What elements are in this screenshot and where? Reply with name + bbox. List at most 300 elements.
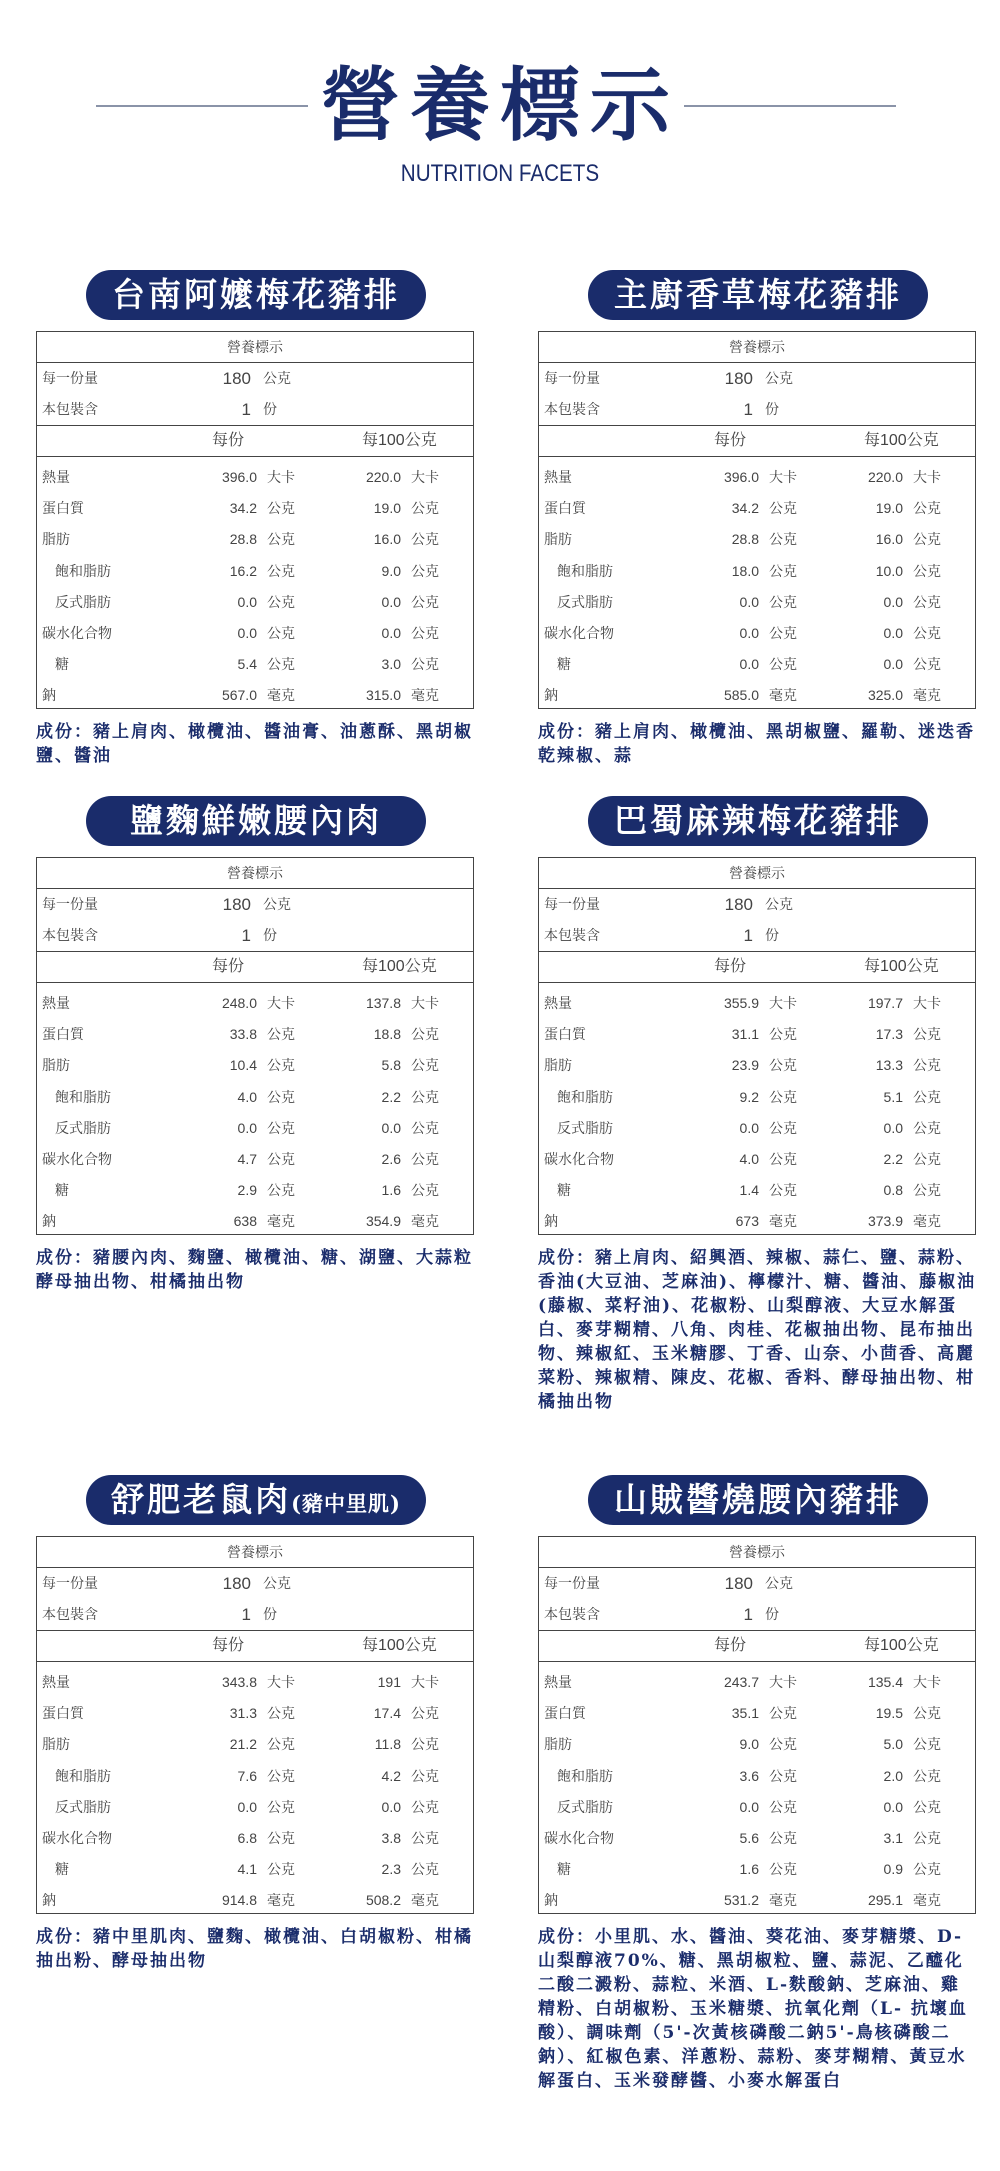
per-100g-value: 0.9 <box>883 1861 903 1878</box>
per-100g-value: 220.0 <box>867 469 903 485</box>
nutrient-row <box>539 1854 975 1885</box>
nutrient-row <box>37 1144 473 1175</box>
nutrient-row <box>539 1885 975 1916</box>
per-serving-unit: 公克 <box>267 562 295 579</box>
per-100g-unit: 公克 <box>411 1057 439 1074</box>
per-serving-value: 1.4 <box>739 1182 759 1199</box>
per-serving-unit: 毫克 <box>769 1213 797 1230</box>
nutrient-name: 糖 <box>55 1861 69 1878</box>
per-serving-unit: 公克 <box>769 1736 797 1753</box>
nutrition-table <box>36 331 474 709</box>
per-100g-unit: 公克 <box>411 624 439 641</box>
nutrient-name: 蛋白質 <box>42 1026 84 1043</box>
nutrient-name: 蛋白質 <box>544 1705 586 1722</box>
per-100g-header: 每100公克 <box>362 958 437 975</box>
serving-size-unit: 公克 <box>263 896 291 912</box>
per-serving-unit: 毫克 <box>267 1892 295 1909</box>
serving-size-row <box>539 1568 975 1599</box>
per-100g-unit: 公克 <box>411 1861 439 1878</box>
nutrient-name: 鈉 <box>42 687 56 704</box>
nutrient-name: 蛋白質 <box>42 1705 84 1722</box>
per-100g-unit: 公克 <box>411 531 439 548</box>
nutrient-rows <box>539 457 975 711</box>
per-serving-header: 每份 <box>212 432 245 449</box>
per-100g-unit: 公克 <box>411 1119 439 1136</box>
servings-label: 本包裝含 <box>42 401 98 417</box>
per-100g-unit: 公克 <box>913 1861 941 1878</box>
per-serving-unit: 大卡 <box>769 469 797 485</box>
nutrient-row <box>539 1144 975 1175</box>
nutrient-row <box>37 587 473 618</box>
serving-size-value: 180 <box>724 895 753 914</box>
nutrient-name: 糖 <box>557 656 571 673</box>
per-serving-value: 34.2 <box>731 500 759 517</box>
nutrient-rows <box>539 983 975 1237</box>
per-serving-unit: 公克 <box>769 593 797 610</box>
nutrient-row <box>539 988 975 1019</box>
servings-label: 本包裝含 <box>42 927 98 943</box>
nutrient-row <box>37 524 473 555</box>
nutrient-row <box>37 493 473 524</box>
per-100g-unit: 公克 <box>411 656 439 673</box>
nutrient-name: 脂肪 <box>42 531 70 548</box>
nutrient-row <box>539 680 975 711</box>
per-100g-unit: 公克 <box>411 1705 439 1722</box>
servings-value: 1 <box>743 400 753 419</box>
per-100g-unit: 大卡 <box>913 995 941 1011</box>
per-100g-unit: 公克 <box>913 1026 941 1043</box>
serving-size-label: 每一份量 <box>42 896 98 912</box>
serving-size-label: 每一份量 <box>544 1575 600 1591</box>
product-name: 台南阿嬤梅花豬排 <box>112 275 400 314</box>
per-100g-header: 每100公克 <box>362 432 437 449</box>
per-serving-unit: 公克 <box>769 1861 797 1878</box>
nutrition-table-title: 營養標示 <box>539 332 975 363</box>
per-serving-header: 每份 <box>212 958 245 975</box>
nutrient-row <box>37 1113 473 1144</box>
servings-row <box>539 920 975 951</box>
per-100g-value: 10.0 <box>875 562 903 579</box>
per-serving-unit: 公克 <box>769 1182 797 1199</box>
per-serving-unit: 公克 <box>769 1150 797 1167</box>
per-100g-value: 18.8 <box>373 1026 401 1043</box>
servings-label: 本包裝含 <box>544 401 600 417</box>
per-serving-value: 28.8 <box>731 531 759 548</box>
servings-row <box>539 1599 975 1630</box>
per-serving-value: 0.0 <box>739 593 759 610</box>
nutrient-name: 飽和脂肪 <box>55 562 111 579</box>
per-serving-unit: 公克 <box>769 1705 797 1722</box>
per-serving-value: 567.0 <box>221 687 257 704</box>
column-header-row <box>539 951 975 983</box>
per-100g-unit: 公克 <box>411 562 439 579</box>
servings-row <box>37 394 473 425</box>
per-100g-unit: 大卡 <box>913 1674 941 1690</box>
ingredients-text: 成份：豬上肩肉、紹興酒、辣椒、蒜仁、鹽、蒜粉、香油(大豆油、芝麻油)、檸檬汁、糖、醬油、藤椒油(藤椒、菜籽油)、花椒粉、山梨醇液、大豆水解蛋白、麥芽糊精、八角、肉桂、花椒抽出物、昆布抽出物、辣椒紅、玉米糖膠、丁香、山奈、小茴香、高麗菜粉、辣椒精、陳皮、花椒、香料、酵母抽出物、柑橘抽出物 <box>538 1248 977 1412</box>
per-serving-value: 28.8 <box>229 531 257 548</box>
serving-size-unit: 公克 <box>765 896 793 912</box>
nutrient-row <box>37 1823 473 1854</box>
nutrient-name: 熱量 <box>42 469 70 485</box>
serving-size-value: 180 <box>222 369 251 388</box>
per-serving-unit: 大卡 <box>267 469 295 485</box>
nutrient-name: 反式脂肪 <box>557 1798 613 1815</box>
per-serving-unit: 公克 <box>267 1861 295 1878</box>
nutrient-name: 熱量 <box>544 995 572 1011</box>
per-serving-value: 4.0 <box>739 1150 759 1167</box>
per-serving-value: 0.0 <box>739 656 759 673</box>
per-100g-value: 17.4 <box>373 1705 401 1722</box>
nutrient-name: 熱量 <box>42 1674 70 1690</box>
ingredients-text: 成份：豬上肩肉、橄欖油、黑胡椒鹽、羅勒、迷迭香乾辣椒、蒜 <box>538 722 975 766</box>
nutrient-name: 糖 <box>55 656 69 673</box>
per-serving-value: 35.1 <box>731 1705 759 1722</box>
per-serving-unit: 公克 <box>267 1182 295 1199</box>
nutrient-name: 碳水化合物 <box>42 1829 112 1846</box>
header-divider-right <box>684 105 896 107</box>
servings-row <box>539 394 975 425</box>
per-serving-unit: 毫克 <box>267 1213 295 1230</box>
nutrient-row <box>539 493 975 524</box>
per-100g-value: 2.2 <box>883 1150 903 1167</box>
per-serving-value: 23.9 <box>731 1057 759 1074</box>
per-100g-value: 354.9 <box>365 1213 401 1230</box>
per-serving-unit: 公克 <box>267 1705 295 1722</box>
nutrient-row <box>539 618 975 649</box>
per-serving-unit: 公克 <box>267 1088 295 1105</box>
per-serving-value: 21.2 <box>229 1736 257 1753</box>
per-100g-unit: 公克 <box>411 1088 439 1105</box>
nutrient-name: 飽和脂肪 <box>55 1767 111 1784</box>
per-100g-unit: 公克 <box>913 1182 941 1199</box>
per-serving-unit: 公克 <box>769 656 797 673</box>
column-header-row <box>37 951 473 983</box>
nutrient-name: 脂肪 <box>42 1736 70 1753</box>
per-serving-value: 5.4 <box>237 656 257 673</box>
per-100g-unit: 公克 <box>913 656 941 673</box>
serving-size-row <box>37 1568 473 1599</box>
nutrient-row <box>539 1823 975 1854</box>
servings-label: 本包裝含 <box>544 927 600 943</box>
page-subtitle: NUTRITION FACETS <box>400 160 600 187</box>
per-serving-value: 396.0 <box>723 469 759 485</box>
servings-label: 本包裝含 <box>544 1606 600 1622</box>
per-100g-value: 0.0 <box>381 624 401 641</box>
per-100g-value: 0.0 <box>381 593 401 610</box>
nutrition-table-title: 營養標示 <box>539 1537 975 1568</box>
nutrient-row <box>539 1050 975 1081</box>
per-100g-unit: 公克 <box>411 593 439 610</box>
per-serving-unit: 公克 <box>769 562 797 579</box>
nutrient-row <box>539 649 975 680</box>
servings-unit: 份 <box>263 927 277 943</box>
per-100g-unit: 公克 <box>913 624 941 641</box>
servings-value: 1 <box>241 1605 251 1624</box>
per-serving-unit: 公克 <box>267 1829 295 1846</box>
column-header-row <box>539 1630 975 1662</box>
servings-unit: 份 <box>765 1606 779 1622</box>
nutrient-row <box>539 1019 975 1050</box>
per-100g-unit: 公克 <box>411 500 439 517</box>
nutrient-row <box>539 1667 975 1698</box>
per-100g-value: 2.2 <box>381 1088 401 1105</box>
per-100g-value: 315.0 <box>365 687 401 704</box>
nutrient-row <box>539 1729 975 1760</box>
per-serving-value: 5.6 <box>739 1829 759 1846</box>
nutrition-table <box>36 857 474 1235</box>
ingredients-text: 成份：小里肌、水、醬油、葵花油、麥芽糖漿、D-山梨醇液70%、糖、黑胡椒粒、鹽、蒜泥、乙醯化二酸二澱粉、蒜粒、米酒、L-麩酸鈉、芝麻油、雞精粉、白胡椒粉、玉米糖漿、抗氧化劑（L- 抗壞血酸）、調味劑（5'-次黃核磷酸二鈉5'-鳥核磷酸二鈉）、紅椒色素、洋蔥粉、蒜粉、麥芽糊精、黃豆水解蛋白、玉米發酵醬、小麥水解蛋白 <box>538 1927 968 2091</box>
nutrient-name: 反式脂肪 <box>55 1119 111 1136</box>
product-name-banner <box>588 1475 928 1525</box>
nutrition-table-title: 營養標示 <box>37 1537 473 1568</box>
per-serving-unit: 大卡 <box>267 995 295 1011</box>
per-100g-unit: 公克 <box>913 531 941 548</box>
nutrient-row <box>37 1667 473 1698</box>
nutrient-name: 蛋白質 <box>42 500 84 517</box>
nutrition-table-title: 營養標示 <box>37 332 473 363</box>
per-serving-value: 638 <box>233 1213 257 1230</box>
per-100g-unit: 毫克 <box>913 687 941 704</box>
per-100g-value: 0.0 <box>883 1119 903 1136</box>
per-serving-value: 4.1 <box>237 1861 257 1878</box>
per-100g-header: 每100公克 <box>864 1637 939 1654</box>
per-100g-unit: 公克 <box>411 1182 439 1199</box>
product-name: 巴蜀麻辣梅花豬排 <box>614 801 902 840</box>
per-100g-unit: 公克 <box>913 500 941 517</box>
per-100g-value: 0.8 <box>883 1182 903 1199</box>
per-serving-unit: 公克 <box>267 624 295 641</box>
nutrient-name: 鈉 <box>42 1213 56 1230</box>
nutrient-name: 碳水化合物 <box>544 1829 614 1846</box>
per-serving-value: 0.0 <box>739 1798 759 1815</box>
nutrition-table <box>538 331 976 709</box>
per-100g-value: 1.6 <box>381 1182 401 1199</box>
per-100g-unit: 公克 <box>913 1736 941 1753</box>
per-100g-value: 295.1 <box>867 1892 903 1909</box>
per-serving-value: 31.1 <box>731 1026 759 1043</box>
per-serving-value: 4.7 <box>237 1150 257 1167</box>
per-100g-value: 0.0 <box>883 624 903 641</box>
nutrient-name: 碳水化合物 <box>42 624 112 641</box>
per-serving-value: 1.6 <box>739 1861 759 1878</box>
per-serving-value: 31.3 <box>229 1705 257 1722</box>
nutrient-name: 脂肪 <box>544 1057 572 1074</box>
product-name-banner <box>86 1475 426 1525</box>
ingredients-text: 成份：豬上肩肉、橄欖油、醬油膏、油蔥酥、黑胡椒鹽、醬油 <box>36 722 473 766</box>
serving-size-row <box>37 889 473 920</box>
nutrient-row <box>37 1698 473 1729</box>
nutrient-row <box>539 1082 975 1113</box>
per-100g-value: 5.8 <box>381 1057 401 1074</box>
per-serving-value: 3.6 <box>739 1767 759 1784</box>
per-100g-unit: 公克 <box>913 1705 941 1722</box>
nutrient-name: 鈉 <box>544 1213 558 1230</box>
per-100g-value: 137.8 <box>365 995 401 1011</box>
nutrient-row <box>37 1761 473 1792</box>
per-100g-value: 9.0 <box>381 562 401 579</box>
product-name: 主廚香草梅花豬排 <box>614 275 902 314</box>
nutrient-name: 熱量 <box>544 469 572 485</box>
per-serving-unit: 公克 <box>769 1829 797 1846</box>
per-serving-value: 0.0 <box>237 1119 257 1136</box>
per-100g-value: 13.3 <box>875 1057 903 1074</box>
nutrient-name: 糖 <box>557 1861 571 1878</box>
per-100g-value: 19.5 <box>875 1705 903 1722</box>
nutrient-row <box>37 1050 473 1081</box>
nutrient-name: 反式脂肪 <box>55 1798 111 1815</box>
servings-unit: 份 <box>263 1606 277 1622</box>
servings-label: 本包裝含 <box>42 1606 98 1622</box>
per-serving-unit: 公克 <box>769 531 797 548</box>
nutrient-row <box>37 680 473 711</box>
product-name-banner <box>588 796 928 846</box>
serving-size-value: 180 <box>724 369 753 388</box>
nutrition-table <box>538 857 976 1235</box>
per-serving-unit: 公克 <box>267 656 295 673</box>
per-serving-value: 0.0 <box>237 624 257 641</box>
per-serving-unit: 毫克 <box>267 687 295 704</box>
nutrient-row <box>37 618 473 649</box>
per-serving-unit: 公克 <box>769 1798 797 1815</box>
per-100g-unit: 毫克 <box>411 1213 439 1230</box>
servings-unit: 份 <box>263 401 277 417</box>
serving-size-label: 每一份量 <box>42 1575 98 1591</box>
per-100g-unit: 公克 <box>913 593 941 610</box>
product-name-banner <box>86 796 426 846</box>
per-100g-header: 每100公克 <box>864 958 939 975</box>
serving-size-unit: 公克 <box>263 1575 291 1591</box>
nutrient-row <box>37 462 473 493</box>
product-name: 舒肥老鼠肉 <box>111 1480 292 1519</box>
per-100g-value: 19.0 <box>373 500 401 517</box>
per-100g-unit: 大卡 <box>411 1674 439 1690</box>
servings-value: 1 <box>743 926 753 945</box>
column-header-row <box>539 425 975 457</box>
nutrient-name: 反式脂肪 <box>557 593 613 610</box>
nutrient-row <box>37 988 473 1019</box>
page-title: 營養標示 <box>320 58 680 152</box>
servings-value: 1 <box>743 1605 753 1624</box>
per-serving-value: 33.8 <box>229 1026 257 1043</box>
per-100g-unit: 公克 <box>913 1119 941 1136</box>
per-100g-value: 16.0 <box>373 531 401 548</box>
per-serving-header: 每份 <box>212 1637 245 1654</box>
serving-size-unit: 公克 <box>765 1575 793 1591</box>
nutrient-row <box>539 1792 975 1823</box>
nutrient-row <box>37 649 473 680</box>
nutrient-row <box>539 1175 975 1206</box>
per-serving-unit: 毫克 <box>769 687 797 704</box>
ingredients-text: 成份：豬中里肌肉、鹽麴、橄欖油、白胡椒粉、柑橘抽出粉、酵母抽出物 <box>36 1927 473 1971</box>
per-serving-unit: 公克 <box>769 500 797 517</box>
per-serving-unit: 公克 <box>267 1026 295 1043</box>
per-serving-unit: 公克 <box>769 624 797 641</box>
nutrient-row <box>37 1792 473 1823</box>
nutrient-row <box>37 1175 473 1206</box>
serving-size-label: 每一份量 <box>544 370 600 386</box>
per-serving-unit: 公克 <box>267 593 295 610</box>
servings-unit: 份 <box>765 401 779 417</box>
nutrient-rows <box>37 1662 473 1916</box>
product-name: 山賊醬燒腰內豬排 <box>614 1480 902 1519</box>
per-100g-unit: 大卡 <box>913 469 941 485</box>
per-100g-value: 0.0 <box>381 1798 401 1815</box>
per-100g-header: 每100公克 <box>362 1637 437 1654</box>
nutrient-row <box>37 1885 473 1916</box>
per-serving-value: 0.0 <box>237 593 257 610</box>
per-serving-value: 248.0 <box>221 995 257 1011</box>
nutrient-row <box>539 1206 975 1237</box>
per-serving-value: 10.4 <box>229 1057 257 1074</box>
nutrient-row <box>539 1113 975 1144</box>
per-100g-value: 197.7 <box>867 995 903 1011</box>
per-serving-value: 396.0 <box>221 469 257 485</box>
servings-row <box>37 1599 473 1630</box>
per-serving-unit: 公克 <box>267 531 295 548</box>
per-serving-unit: 大卡 <box>769 1674 797 1690</box>
nutrient-row <box>37 1206 473 1237</box>
per-serving-unit: 大卡 <box>267 1674 295 1690</box>
nutrient-name: 飽和脂肪 <box>557 562 613 579</box>
per-100g-unit: 公克 <box>411 1150 439 1167</box>
nutrient-name: 碳水化合物 <box>42 1150 112 1167</box>
per-serving-unit: 公克 <box>769 1026 797 1043</box>
per-100g-unit: 毫克 <box>411 1892 439 1909</box>
nutrient-row <box>539 587 975 618</box>
nutrient-name: 飽和脂肪 <box>557 1767 613 1784</box>
per-serving-value: 7.6 <box>237 1767 257 1784</box>
per-serving-value: 6.8 <box>237 1829 257 1846</box>
servings-value: 1 <box>241 926 251 945</box>
per-100g-value: 5.0 <box>883 1736 903 1753</box>
per-serving-value: 531.2 <box>723 1892 759 1909</box>
per-100g-value: 2.0 <box>883 1767 903 1784</box>
per-serving-value: 243.7 <box>723 1674 759 1690</box>
serving-size-row <box>539 889 975 920</box>
product-name-banner <box>588 270 928 320</box>
per-100g-value: 11.8 <box>374 1736 401 1753</box>
per-100g-value: 0.0 <box>883 656 903 673</box>
nutrition-table <box>36 1536 474 1914</box>
nutrient-row <box>539 1698 975 1729</box>
per-serving-value: 0.0 <box>739 624 759 641</box>
ingredients-text: 成份：豬腰內肉、麴鹽、橄欖油、糖、湖鹽、大蒜粒酵母抽出物、柑橘抽出物 <box>36 1248 473 1292</box>
per-serving-value: 2.9 <box>237 1182 257 1199</box>
per-100g-unit: 公克 <box>913 1150 941 1167</box>
column-header-row <box>37 1630 473 1662</box>
nutrient-name: 鈉 <box>544 687 558 704</box>
nutrient-name: 反式脂肪 <box>55 593 111 610</box>
per-100g-value: 17.3 <box>875 1026 903 1043</box>
per-serving-value: 9.2 <box>739 1088 759 1105</box>
nutrient-name: 碳水化合物 <box>544 624 614 641</box>
per-serving-unit: 公克 <box>769 1088 797 1105</box>
nutrient-name: 飽和脂肪 <box>55 1088 111 1105</box>
per-100g-value: 16.0 <box>875 531 903 548</box>
per-100g-unit: 大卡 <box>411 995 439 1011</box>
serving-size-unit: 公克 <box>263 370 291 386</box>
nutrient-row <box>539 524 975 555</box>
per-100g-value: 3.1 <box>883 1829 903 1846</box>
nutrient-name: 脂肪 <box>544 531 572 548</box>
serving-size-row <box>539 363 975 394</box>
per-100g-unit: 大卡 <box>411 469 439 485</box>
per-100g-unit: 公克 <box>913 562 941 579</box>
per-100g-value: 19.0 <box>875 500 903 517</box>
servings-row <box>37 920 473 951</box>
per-100g-value: 2.3 <box>381 1861 401 1878</box>
per-serving-unit: 公克 <box>267 500 295 517</box>
